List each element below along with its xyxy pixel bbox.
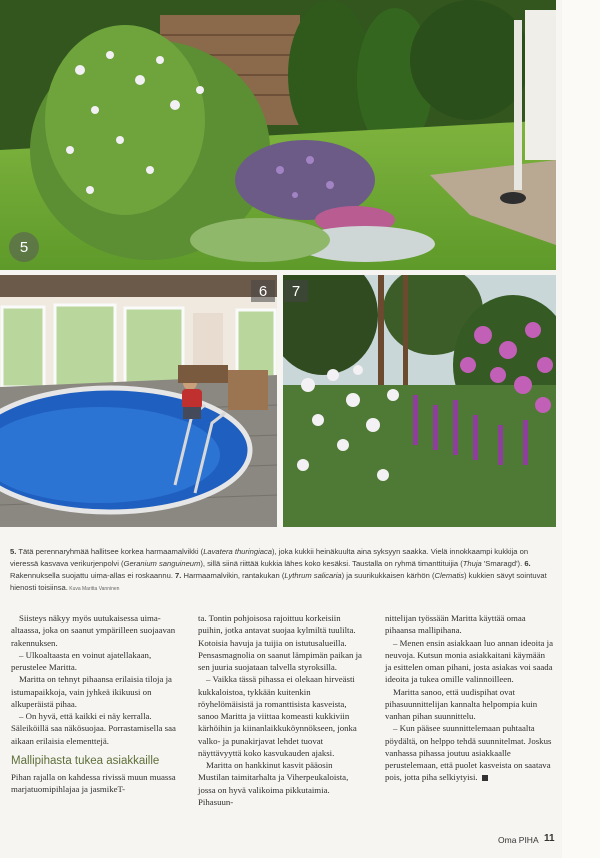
text-column-1 — [11, 612, 179, 795]
paragraph: nittelijan työssään Maritta käyttää omaa pihaansa mallipihana. — [385, 613, 526, 636]
paragraph — [385, 722, 553, 783]
photo-number-badge: 6 — [251, 280, 275, 302]
caption-latin: Lavatera thuringiaca — [203, 547, 272, 556]
caption-number: 5. — [10, 547, 17, 556]
flower-photo-illustration — [283, 275, 556, 527]
paragraph-text: – Kun pääsee suunnittelemaan puhtaalta pöydältä, on helppo tehdä suunnitelmat. Joskus vanhassa pihassa joutuu asiakkaalle perustelemaan, että puolet kasveista on saatava pois, jotta piha selkiytyisi. — [385, 723, 552, 783]
pool-photo-illustration — [0, 275, 277, 527]
caption-text: Rakennuksella suojattu uima-allas ei roskaannu. — [10, 571, 176, 580]
caption-text: ), sillä siinä riittää kukkia lähes koko kesäksi. Taustalla on ryhmä timanttituijia ( — [200, 559, 463, 568]
caption-text: ), joka kukkii heinäkuulta aina syksyyn saakka. Vielä innokkaampi kukkija on vieressä kasvava verikurjenpolvi ( — [10, 547, 529, 568]
flower-photo — [283, 275, 556, 527]
caption-number: 7. — [175, 571, 182, 580]
photo-credit: Kuva Maritta Vanninen — [67, 586, 120, 592]
caption-number: 6. — [524, 559, 531, 568]
magazine-name: Oma PIHA — [498, 835, 539, 845]
text-column-2 — [198, 612, 366, 808]
caption-latin: Geranium sanguineum — [123, 559, 201, 568]
page-edge — [562, 0, 600, 858]
garden-photo-illustration — [0, 0, 556, 270]
caption-latin: Thuja — [462, 559, 482, 568]
caption-text: 'Smaragd'). — [481, 559, 525, 568]
paragraph: – Vaikka tässä pihassa ei olekaan hirveästi kukkaloistoa, tykkään kuitenkin röyhelömäisistä ja romanttisista kasveista, sanoo Maritta ja viittaa komeasti kukkiviin kärhöihin ja kiinanlaikkuköynnökseen, jonka valko- ja punakirjavat lehdet tuovat näyttävyyttä koko kasvukauden ajaksi. — [198, 674, 357, 758]
caption-latin: Clematis — [434, 571, 465, 580]
photo-number-badge: 7 — [284, 280, 308, 302]
caption-text: ) kukkien sävyt sointuvat hienosti toisiinsa. — [10, 571, 547, 592]
pool-photo — [0, 275, 277, 527]
page-number: 11 — [544, 833, 555, 844]
caption-text: ) ja suurikukkaisen kärhön ( — [341, 571, 435, 580]
caption-text: Harmaamalvikin, rantakukan ( — [181, 571, 285, 580]
paragraph: Maritta on hankkinut kasvit pääosin Mustilan taimitarhalta ja Viherpeukaloista, jossa on hyvä valikoima pikkutaimia. Pihasuun- — [198, 760, 349, 807]
paragraph: – Menen ensin asiakkaan luo annan ideoita ja neuvoja. Kutsun monia asiakkaitani käymään ja esittelen oman pihani, josta asiakas voi saada ideoita ja tukea omille valinnoilleen. — [385, 637, 554, 685]
paragraph: Siisteys näkyy myös uutukaisessa uima-altaassa, joka on saanut ympärilleen suojaavan rakennuksen. — [11, 613, 176, 648]
garden-photo — [0, 0, 556, 270]
caption-text: Tätä perennaryhmää hallitsee korkea harmaamalvikki ( — [16, 547, 204, 556]
paragraph: – Ulkoaltaasta en voinut ajatellakaan, perustelee Maritta. — [11, 649, 152, 672]
paragraph: Maritta sanoo, että uudispihat ovat pihasuunnittelijan kannalta helpompia kuin vanhan pihan suunnittelu. — [385, 686, 538, 721]
end-mark-icon — [482, 775, 488, 781]
text-column-3 — [385, 612, 553, 784]
photo-number-badge: 5 — [9, 232, 39, 262]
paragraph: Pihan rajalla on kahdessa rivissä muun muassa marjatuomipihlajaa ja jasmikeT- — [11, 771, 176, 794]
photo-caption — [10, 546, 555, 595]
caption-latin: Lythrum salicaria — [284, 571, 342, 580]
paragraph: – On hyvä, että kaikki ei näy kerralla. Säleiköillä saa näkösuojaa. Porrastamisella saa aikaan erilaisia elementtejä. — [11, 711, 176, 746]
subheading: Mallipihasta tukea asiakkaille — [11, 754, 160, 767]
paragraph: ta. Tontin pohjoisosa rajoittuu korkeisiin puihin, jotka antavat suojaa kylmiltä tuulilta. Kotoisia havuja ja tuijia on istutusalueilla. Pensasmagnolia on saanut lämpimän paikan ja sen juuria suojataan talvella styroksilla. — [198, 613, 362, 672]
paragraph: Maritta on tehnyt pihaansa erilaisia tiloja ja istumapaikkoja, vain jyhkeä ikikuusi on alkuperäistä pihaa. — [11, 674, 172, 709]
